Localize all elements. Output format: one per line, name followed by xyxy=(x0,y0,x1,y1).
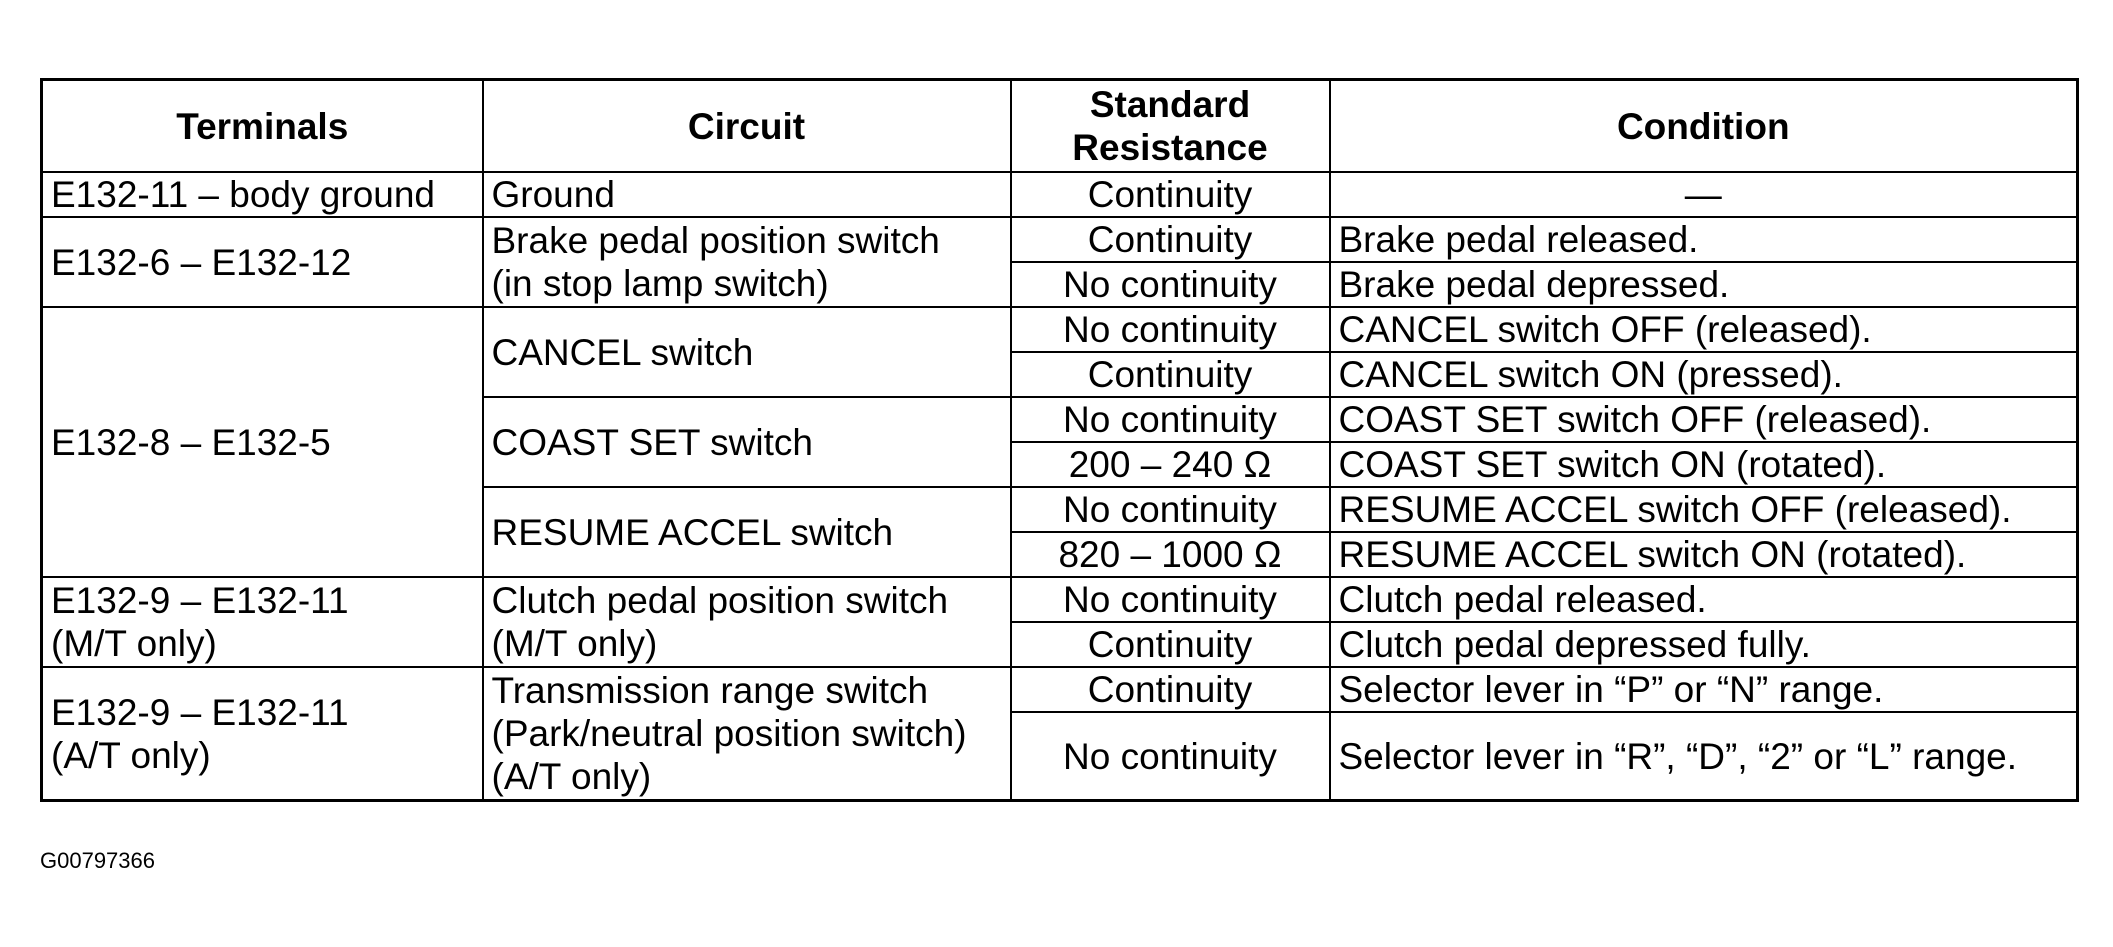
condition-cell: RESUME ACCEL switch ON (rotated). xyxy=(1330,532,2078,577)
table-row xyxy=(42,577,2078,622)
condition-cell: Selector lever in “R”, “D”, “2” or “L” range. xyxy=(1330,712,2078,801)
header-condition: Condition xyxy=(1330,80,2078,173)
circuit-cell xyxy=(483,217,1011,307)
terminals-line: E132-9 – E132-11 xyxy=(51,691,349,733)
condition-cell: Brake pedal released. xyxy=(1330,217,2078,262)
figure-id-label: G00797366 xyxy=(40,848,155,873)
resistance-cell: Continuity xyxy=(1011,217,1330,262)
terminals-cell xyxy=(42,667,483,801)
terminals-cell: E132-8 – E132-5 xyxy=(42,307,483,577)
condition-cell: COAST SET switch ON (rotated). xyxy=(1330,442,2078,487)
header-terminals: Terminals xyxy=(42,80,483,173)
table-row xyxy=(42,172,2078,217)
condition-cell: Brake pedal depressed. xyxy=(1330,262,2078,307)
resistance-cell: No continuity xyxy=(1011,262,1330,307)
condition-cell: Selector lever in “P” or “N” range. xyxy=(1330,667,2078,712)
table-row xyxy=(42,217,2078,262)
circuit-cell: COAST SET switch xyxy=(483,397,1011,487)
circuit-cell: RESUME ACCEL switch xyxy=(483,487,1011,577)
condition-cell: — xyxy=(1330,172,2078,217)
header-circuit: Circuit xyxy=(483,80,1011,173)
terminals-line: (A/T only) xyxy=(51,734,211,776)
table-row xyxy=(42,307,2078,352)
circuit-line: (M/T only) xyxy=(491,623,658,664)
terminals-cell xyxy=(42,577,483,667)
circuit-line: (in stop lamp switch) xyxy=(491,263,829,304)
terminal-resistance-table xyxy=(40,78,2079,802)
circuit-line: Transmission range switch xyxy=(491,670,929,711)
header-standard-resistance xyxy=(1011,80,1330,173)
table-header-row xyxy=(42,80,2078,173)
circuit-cell xyxy=(483,667,1011,801)
terminals-line: (M/T only) xyxy=(51,623,217,664)
terminals-line: E132-9 – E132-11 xyxy=(51,580,349,621)
resistance-cell: 200 – 240 Ω xyxy=(1011,442,1330,487)
condition-cell: Clutch pedal released. xyxy=(1330,577,2078,622)
resistance-cell: No continuity xyxy=(1011,487,1330,532)
resistance-cell: No continuity xyxy=(1011,307,1330,352)
condition-cell: RESUME ACCEL switch OFF (released). xyxy=(1330,487,2078,532)
resistance-cell: No continuity xyxy=(1011,397,1330,442)
resistance-cell: Continuity xyxy=(1011,667,1330,712)
resistance-cell: 820 – 1000 Ω xyxy=(1011,532,1330,577)
circuit-cell: CANCEL switch xyxy=(483,307,1011,397)
circuit-line: Clutch pedal position switch xyxy=(491,580,949,621)
condition-cell: CANCEL switch ON (pressed). xyxy=(1330,352,2078,397)
table-row xyxy=(42,667,2078,712)
terminals-cell: E132-11 – body ground xyxy=(42,172,483,217)
condition-cell: CANCEL switch OFF (released). xyxy=(1330,307,2078,352)
circuit-line: (A/T only) xyxy=(491,756,652,797)
header-standard-resistance-line1: Standard xyxy=(1089,84,1251,125)
condition-cell: COAST SET switch OFF (released). xyxy=(1330,397,2078,442)
header-standard-resistance-line2: Resistance xyxy=(1072,127,1268,168)
circuit-line: Brake pedal position switch xyxy=(491,220,940,261)
resistance-cell: No continuity xyxy=(1011,577,1330,622)
circuit-line: (Park/neutral position switch) xyxy=(491,713,967,754)
resistance-cell: No continuity xyxy=(1011,712,1330,801)
terminals-cell: E132-6 – E132-12 xyxy=(42,217,483,307)
condition-cell: Clutch pedal depressed fully. xyxy=(1330,622,2078,667)
circuit-cell xyxy=(483,577,1011,667)
resistance-cell: Continuity xyxy=(1011,352,1330,397)
resistance-cell: Continuity xyxy=(1011,622,1330,667)
circuit-cell: Ground xyxy=(483,172,1011,217)
resistance-cell: Continuity xyxy=(1011,172,1330,217)
